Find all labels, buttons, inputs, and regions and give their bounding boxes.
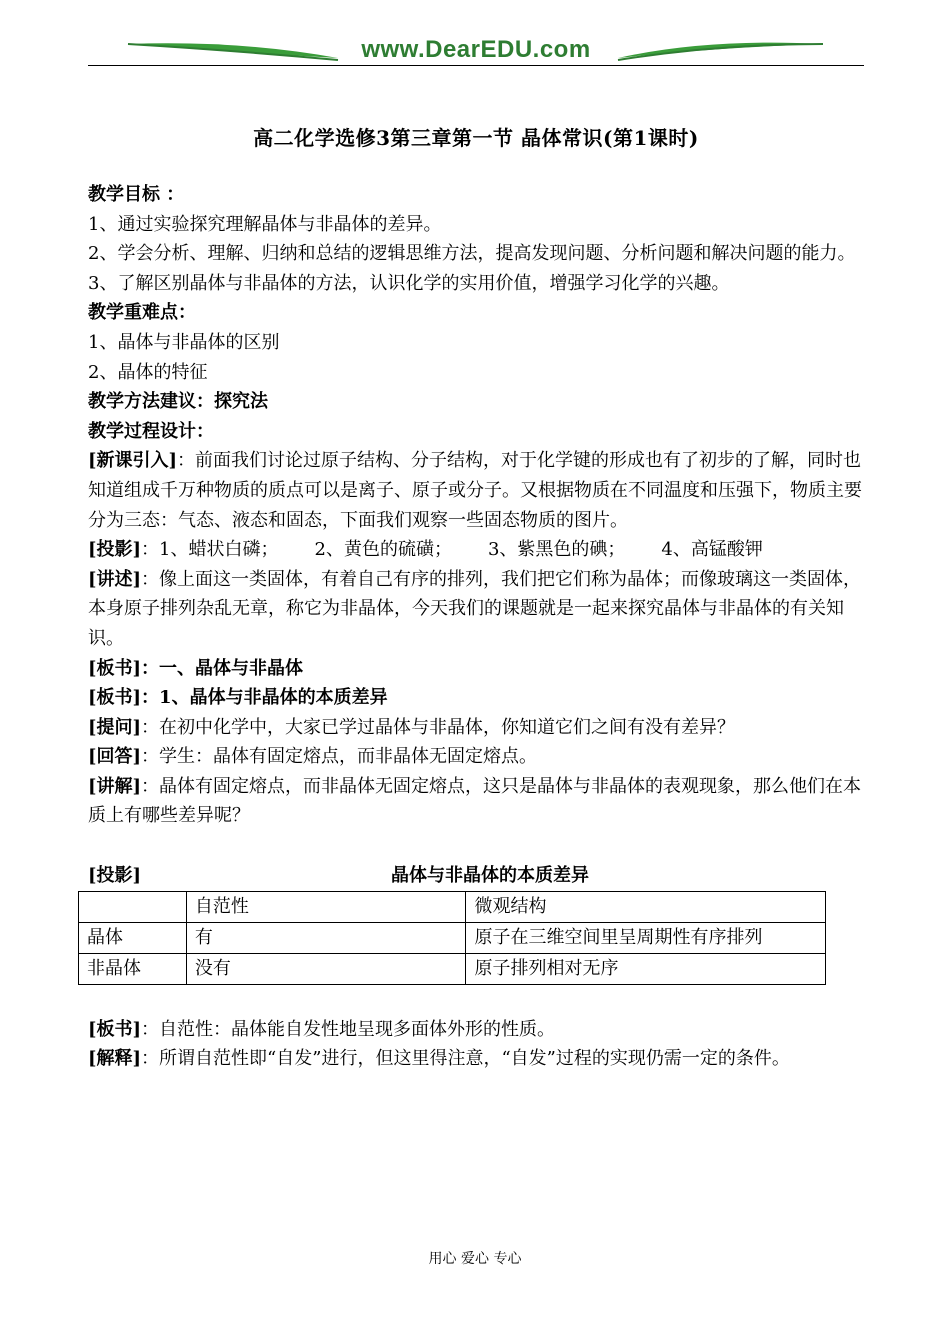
interpret-text: ：所谓自范性即“自发”进行，但这里得注意，“自发”过程的实现仍需一定的条件。 (141, 1048, 790, 1070)
page-footer: 用心 爱心 专心 (428, 1251, 522, 1267)
explain-text: ：晶体有固定熔点，而非晶体无固定熔点，这只是晶体与非晶体的表观现象，那么他们在本质上有哪些差异呢？ (88, 775, 862, 827)
table-cell: 非晶体 (79, 953, 187, 984)
method-heading: 教学方法建议：探究法 (88, 391, 268, 413)
answer-text: ：学生：晶体有固定熔点，而非晶体无固定熔点。 (141, 746, 538, 768)
site-logo-text[interactable]: www.DearEDU.com (361, 36, 591, 63)
projection-list (88, 535, 864, 565)
intro-paragraph (88, 446, 864, 535)
board-tag: [板书] (88, 657, 142, 679)
site-header (88, 30, 864, 70)
board-tag: [板书] (88, 687, 142, 709)
question-text: ：在初中化学中，大家已学过晶体与非晶体，你知道它们之间有没有差异？ (141, 716, 736, 738)
projection-tag: [投影] (88, 865, 142, 887)
explain-tag: [讲解] (88, 775, 142, 797)
projection-item: 3、紫黑色的碘； (487, 539, 626, 561)
interpret-paragraph (88, 1044, 864, 1074)
header-divider (88, 65, 864, 66)
table-row (79, 922, 826, 953)
table-header-cell: 自范性 (186, 891, 466, 922)
table-cell: 原子在三维空间里呈周期性有序排列 (466, 922, 826, 953)
page-title: 高二化学选修3第三章第一节 晶体常识(第1课时) (253, 126, 699, 150)
document-body (88, 180, 864, 1074)
table-header-row (79, 891, 826, 922)
board-text: ：自范性：晶体能自发性地呈现多面体外形的性质。 (141, 1018, 556, 1040)
process-heading: 教学过程设计： (88, 420, 214, 442)
goal-item: 3、了解区别晶体与非晶体的方法，认识化学的实用价值，增强学习化学的兴趣。 (88, 272, 730, 294)
narration-paragraph (88, 565, 864, 654)
interpret-tag: [解释] (88, 1048, 142, 1070)
projection-item: 4、高锰酸钾 (661, 539, 763, 561)
board-note (88, 683, 864, 713)
goals-heading: 教学目标 ： (88, 184, 185, 205)
table-row (79, 953, 826, 984)
table-header-cell (79, 891, 187, 922)
narration-tag: [讲述] (88, 568, 142, 590)
answer-tag: [回答] (88, 746, 142, 768)
table-cell: 原子排列相对无序 (466, 953, 826, 984)
table-cell: 没有 (186, 953, 466, 984)
goal-item: 1、通过实验探究理解晶体与非晶体的差异。 (88, 213, 442, 235)
explain-paragraph (88, 772, 864, 831)
projection-item: ：1、蜡状白磷； (141, 539, 279, 561)
board-note-paragraph (88, 1015, 864, 1045)
question-tag: [提问] (88, 716, 142, 738)
goal-item: 2、学会分析、理解、归纳和总结的逻辑思维方法，提高发现问题、分析问题和解决问题的能力。 (88, 243, 856, 265)
table-cell: 晶体 (79, 922, 187, 953)
question-paragraph (88, 713, 864, 743)
board-note (88, 654, 864, 684)
intro-text: ：前面我们讨论过原子结构、分子结构，对于化学键的形成也有了初步的了解，同时也知道组成千万种物质的质点可以是离子、原子或分子。又根据物质在不同温度和压强下，物质主要分为三态：气态、液态和固态，下面我们观察一些固态物质的图片。 (88, 450, 862, 531)
keypoint-item: 2、晶体的特征 (88, 361, 208, 383)
table-caption (88, 861, 864, 891)
board-text: ：1、晶体与非晶体的本质差异 (141, 687, 388, 709)
board-tag: [板书] (88, 1018, 142, 1040)
projection-tag: [投影] (88, 539, 142, 561)
comparison-table (78, 891, 826, 985)
table-header-cell: 微观结构 (466, 891, 826, 922)
keypoint-item: 1、晶体与非晶体的区别 (88, 331, 280, 353)
board-text: ：一、晶体与非晶体 (141, 657, 304, 679)
keypoints-heading: 教学重难点： (88, 302, 196, 324)
answer-paragraph (88, 742, 864, 772)
narration-text: ：像上面这一类固体，有着自己有序的排列，我们把它们称为晶体；而像玻璃这一类固体，本身原子排列杂乱无章，称它为非晶体，今天我们的课题就是一起来探究晶体与非晶体的有关知识。 (88, 568, 862, 649)
intro-tag: [新课引入] (88, 450, 178, 472)
table-cell: 有 (186, 922, 466, 953)
table-title: 晶体与非晶体的本质差异 (391, 865, 590, 887)
projection-item: 2、黄色的硫磺； (314, 539, 452, 561)
